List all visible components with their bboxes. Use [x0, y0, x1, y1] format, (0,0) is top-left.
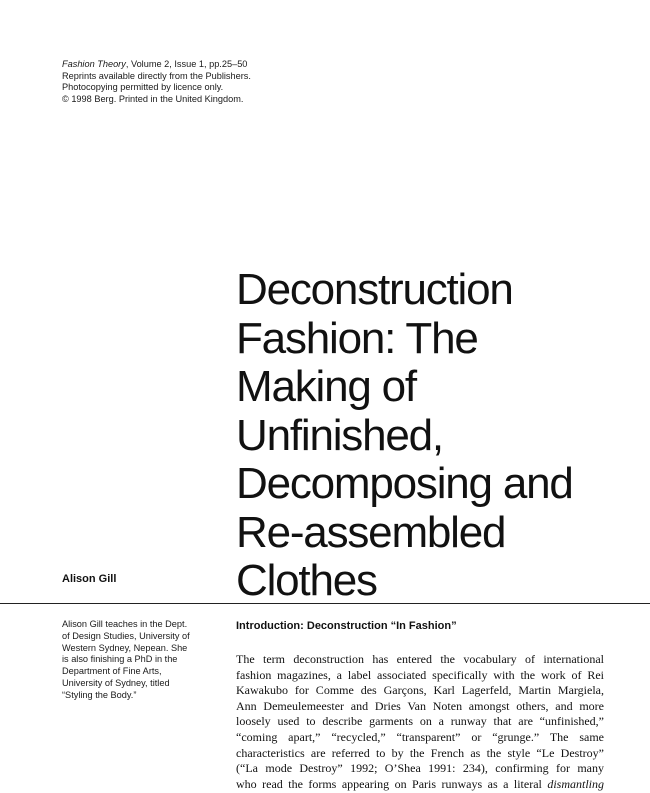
section-heading: Introduction: Deconstruction “In Fashion” [236, 620, 457, 632]
bio-line: Department of Fine Arts, [62, 666, 162, 677]
reprints-line: Reprints available directly from the Publishers. [62, 70, 251, 81]
body-line: loosely used to describe garments on a runway that are “unfinished,” [236, 714, 604, 729]
body-line: Kawakubo for Comme des Garçons, Karl Lagerfeld, Martin Margiela, [236, 683, 604, 698]
bio-line: Western Sydney, Nepean. She [62, 642, 188, 653]
photocopy-line: Photocopying permitted by licence only. [62, 82, 224, 93]
bio-line: of Design Studies, University of [62, 630, 190, 641]
journal-citation-rest: , Volume 2, Issue 1, pp.25–50 [125, 59, 248, 69]
body-line: (“La mode Destroy” 1992; O’Shea 1991: 234), confirming for many [236, 761, 604, 776]
title-line: Making of [236, 362, 416, 411]
journal-citation [62, 59, 322, 71]
header-divider [0, 603, 650, 604]
body-line [236, 777, 604, 793]
title-line: Unfinished, [236, 410, 443, 460]
journal-name: Fashion Theory [62, 59, 126, 69]
article-title [236, 266, 646, 606]
bio-line: University of Sydney, titled [62, 677, 170, 688]
body-line: “coming apart,” “recycled,” “transparent” or “grunge.” The same [236, 729, 604, 744]
title-line: Clothes [236, 556, 377, 605]
body-line: Ann Demeulemeester and Dries Van Noten amongst others, and more [236, 698, 604, 713]
title-line: Deconstruction [236, 265, 513, 314]
title-line: Fashion: The [236, 313, 478, 363]
body-line: The term deconstruction has entered the vocabulary of international [236, 652, 604, 666]
copyright-line: © 1998 Berg. Printed in the United Kingdom. [62, 93, 244, 104]
author-name: Alison Gill [62, 573, 117, 585]
bio-line: “Styling the Body.” [62, 689, 137, 700]
body-emphasis: dismantling [547, 776, 604, 791]
body-text [236, 652, 604, 792]
journal-info [62, 59, 322, 105]
body-line: characteristics are referred to by the French as the style “Le Destroy” [236, 745, 604, 760]
title-line: Re-assembled [236, 507, 506, 557]
bio-line: is also finishing a PhD in the [62, 654, 178, 665]
body-last-line-text: who read the forms appearing on Paris runways as a literal [236, 776, 548, 791]
bio-line: Alison Gill teaches in the Dept. [62, 619, 188, 629]
title-line: Decomposing and [236, 459, 573, 508]
author-bio [62, 619, 222, 702]
body-line: fashion magazines, a label associated specifically with the work of Rei [236, 667, 604, 682]
